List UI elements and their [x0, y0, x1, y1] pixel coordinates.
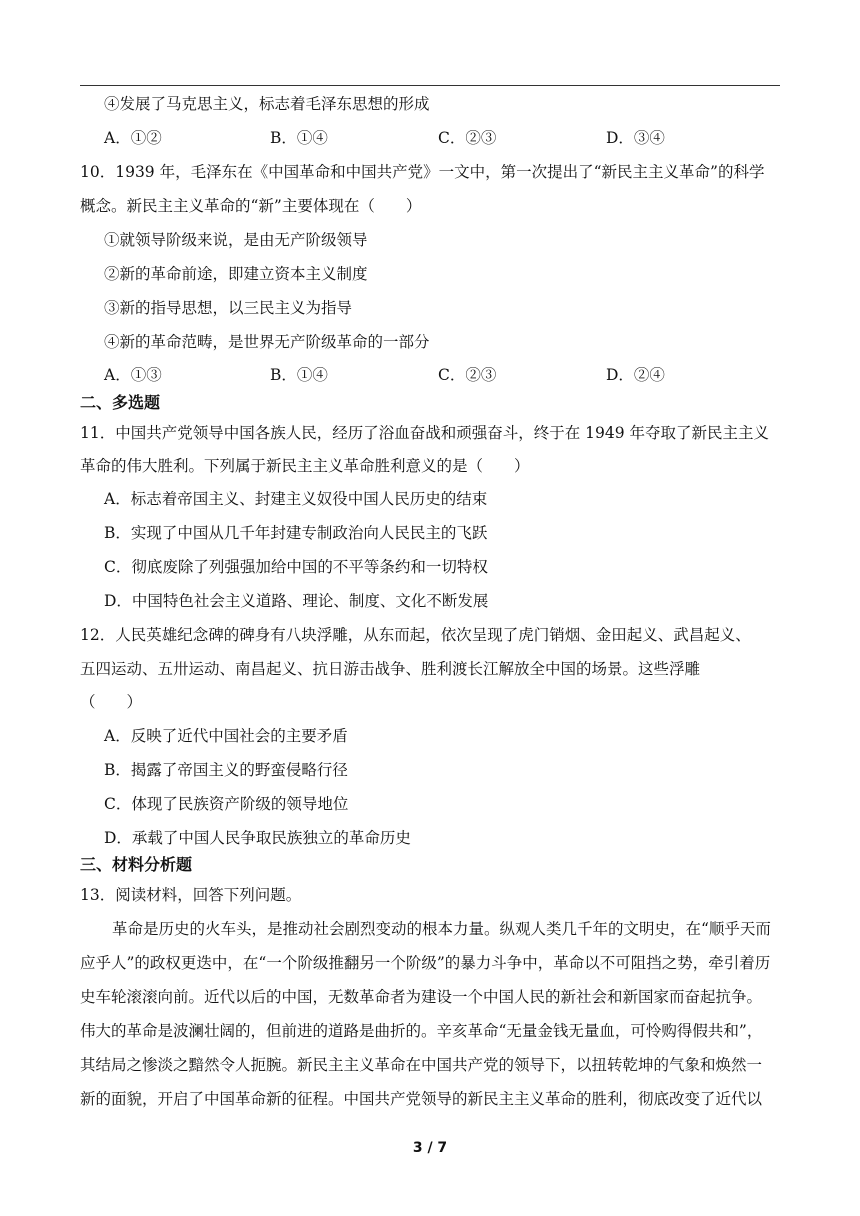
- q9-option-d: D．③④: [606, 129, 665, 147]
- section-heading-material-analysis: 三、材料分析题: [80, 855, 193, 874]
- q10-option-b: B．①④: [270, 366, 328, 384]
- q12-option-c: C．体现了民族资产阶级的领导地位: [104, 795, 349, 813]
- q13-material-line3: 史车轮滚滚向前。近代以后的中国，无数革命者为建设一个中国人民的新社会和新国家而奋起抗争。: [80, 988, 763, 1006]
- q12-stem-line3: （ ）: [80, 693, 143, 711]
- q11-stem-line2: 革命的伟大胜利。下列属于新民主主义革命胜利意义的是（ ）: [80, 457, 530, 475]
- q10-option-d: D．②④: [606, 366, 665, 384]
- q9-item-4: ④发展了马克思主义，标志着毛泽东思想的形成: [104, 95, 430, 113]
- q10-item-2: ②新的革命前途，即建立资本主义制度: [104, 265, 368, 283]
- q9-option-b: B．①④: [270, 129, 328, 147]
- q12-stem-line1: 12．人民英雄纪念碑的碑身有八块浮雕，从东而起，依次呈现了虎门销烟、金田起义、武昌起义、: [80, 626, 751, 644]
- q13-material-line5: 其结局之惨淡之黯然令人扼腕。新民主主义革命在中国共产党的领导下，以扭转乾坤的气象和焕然一: [80, 1056, 763, 1074]
- q10-stem-line2: 概念。新民主主义革命的“新”主要体现在（ ）: [80, 197, 422, 215]
- q10-item-1: ①就领导阶级来说，是由无产阶级领导: [104, 231, 368, 249]
- q10-item-4: ④新的革命范畴，是世界无产阶级革命的一部分: [104, 333, 430, 351]
- q12-option-b: B．揭露了帝国主义的野蛮侵略行径: [104, 761, 348, 779]
- q11-option-b: B．实现了中国从几千年封建专制政治向人民民主的飞跃: [104, 524, 488, 542]
- q11-option-c: C．彻底废除了列强强加给中国的不平等条约和一切特权: [104, 558, 488, 576]
- q13-material-line2: 应乎人”的政权更迭中，在“一个阶级推翻另一个阶级”的暴力斗争中，革命以不可阻挡之势，牵引着历: [80, 954, 771, 972]
- q11-stem-line1: 11．中国共产党领导中国各族人民，经历了浴血奋战和顽强奋斗，终于在 1949 年夺取了新民主主义: [80, 424, 770, 442]
- q12-option-a: A．反映了近代中国社会的主要矛盾: [104, 727, 348, 745]
- section-heading-multiple-choice: 二、多选题: [80, 393, 161, 412]
- q13-material-line1: 革命是历史的火车头，是推动社会剧烈变动的根本力量。纵观人类几千年的文明史，在“顺乎天而: [112, 920, 771, 938]
- q13-stem: 13．阅读材料，回答下列问题。: [80, 886, 302, 904]
- q11-option-d: D．中国特色社会主义道路、理论、制度、文化不断发展: [104, 592, 489, 610]
- q10-item-3: ③新的指导思想，以三民主义为指导: [104, 299, 353, 317]
- q11-option-a: A．标志着帝国主义、封建主义奴役中国人民历史的结束: [104, 490, 488, 508]
- page-number: 3 / 7: [412, 1140, 448, 1156]
- q12-stem-line2: 五四运动、五卅运动、南昌起义、抗日游击战争、胜利渡长江解放全中国的场景。这些浮雕: [80, 660, 701, 678]
- q9-option-c: C．②③: [438, 129, 497, 147]
- header-rule: [80, 85, 780, 86]
- q10-options: [104, 365, 784, 385]
- q10-stem-line1: 10．1939 年，毛泽东在《中国革命和中国共产党》一文中，第一次提出了“新民主主义革命”的科学: [80, 163, 765, 181]
- q13-material-line6: 新的面貌，开启了中国革命新的征程。中国共产党领导的新民主主义革命的胜利，彻底改变了近代以: [80, 1090, 763, 1108]
- q9-options: [104, 128, 784, 148]
- q10-option-c: C．②③: [438, 366, 497, 384]
- q10-option-a: A．①③: [104, 366, 162, 384]
- q12-option-d: D．承载了中国人民争取民族独立的革命历史: [104, 829, 411, 847]
- q13-material-line4: 伟大的革命是波澜壮阔的，但前进的道路是曲折的。辛亥革命“无量金钱无量血，可怜购得假共和”，: [80, 1022, 763, 1040]
- q9-option-a: A．①②: [104, 129, 162, 147]
